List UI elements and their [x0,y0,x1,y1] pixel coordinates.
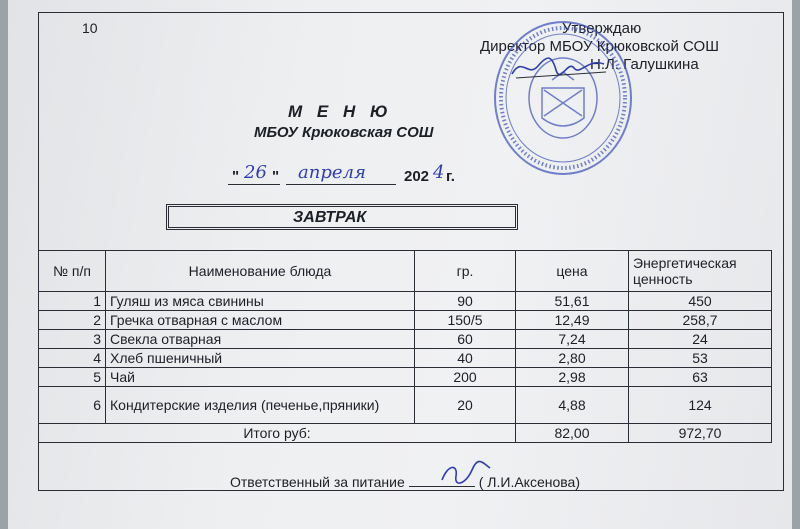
responsible-name: ( Л.И.Аксенова) [478,474,580,490]
row-price: 7,24 [516,330,629,349]
approval-position: Директор МБОУ Крюковской СОШ [480,38,719,55]
table-row [39,349,772,368]
date-day: 26 [244,162,267,183]
school-name: МБОУ Крюковская СОШ [254,124,434,141]
date-year-suffix: г. [446,168,455,185]
responsible-line [230,474,580,490]
row-grams: 40 [415,349,516,368]
meal-title-box [166,204,518,230]
row-energy: 24 [629,330,772,349]
row-num: 1 [39,292,106,311]
table-row [39,292,772,311]
row-name: Хлеб пшеничный [106,349,415,368]
row-name: Чай [106,368,415,387]
date-month: апреля [298,162,366,183]
row-num: 6 [39,387,106,424]
row-energy: 258,7 [629,311,772,330]
meal-title: ЗАВТРАК [293,209,367,226]
approval-title: Утверждаю [562,20,642,37]
row-price: 2,98 [516,368,629,387]
responsible-label: Ответственный за питание [230,474,405,490]
row-price: 4,88 [516,387,629,424]
header-grams: гр. [415,251,516,292]
row-num: 3 [39,330,106,349]
date-year-prefix: 202 [404,168,430,185]
menu-title: М Е Н Ю [288,102,393,121]
menu-date [226,164,476,190]
header-name: Наименование блюда [106,251,415,292]
row-energy: 53 [629,349,772,368]
row-num: 4 [39,349,106,368]
date-quote-open: " [232,168,240,185]
row-name: Гречка отварная с маслом [106,311,415,330]
row-num: 5 [39,368,106,387]
header-price: цена [516,251,629,292]
row-price: 12,49 [516,311,629,330]
row-energy: 124 [629,387,772,424]
table-row [39,330,772,349]
director-signature [508,52,608,82]
row-name: Кондитерские изделия (печенье,пряники) [106,387,415,424]
row-grams: 90 [415,292,516,311]
date-quote-close: " [272,168,280,185]
row-name: Свекла отварная [106,330,415,349]
header-energy: Энергетическая ценность [629,251,772,292]
menu-table [38,250,772,443]
total-energy: 972,70 [629,424,772,443]
row-price: 51,61 [516,292,629,311]
official-stamp [492,18,634,178]
row-energy: 63 [629,368,772,387]
row-price: 2,80 [516,349,629,368]
table-row [39,387,772,424]
responsible-signature [436,458,496,488]
approval-name: Н.Л. Галушкина [590,56,699,73]
row-grams: 200 [415,368,516,387]
row-energy: 450 [629,292,772,311]
month-underline [286,184,396,185]
day-underline [228,184,280,185]
total-label: Итого руб: [39,424,516,443]
row-grams: 150/5 [415,311,516,330]
row-grams: 60 [415,330,516,349]
table-row [39,311,772,330]
page-number: 10 [82,20,98,36]
row-name: Гуляш из мяса свинины [106,292,415,311]
total-row [39,424,772,443]
total-price: 82,00 [516,424,629,443]
header-num: № п/п [39,251,106,292]
table-header-row [39,251,772,292]
table-row [39,368,772,387]
row-num: 2 [39,311,106,330]
row-grams: 20 [415,387,516,424]
date-year-digit: 4 [433,162,445,183]
